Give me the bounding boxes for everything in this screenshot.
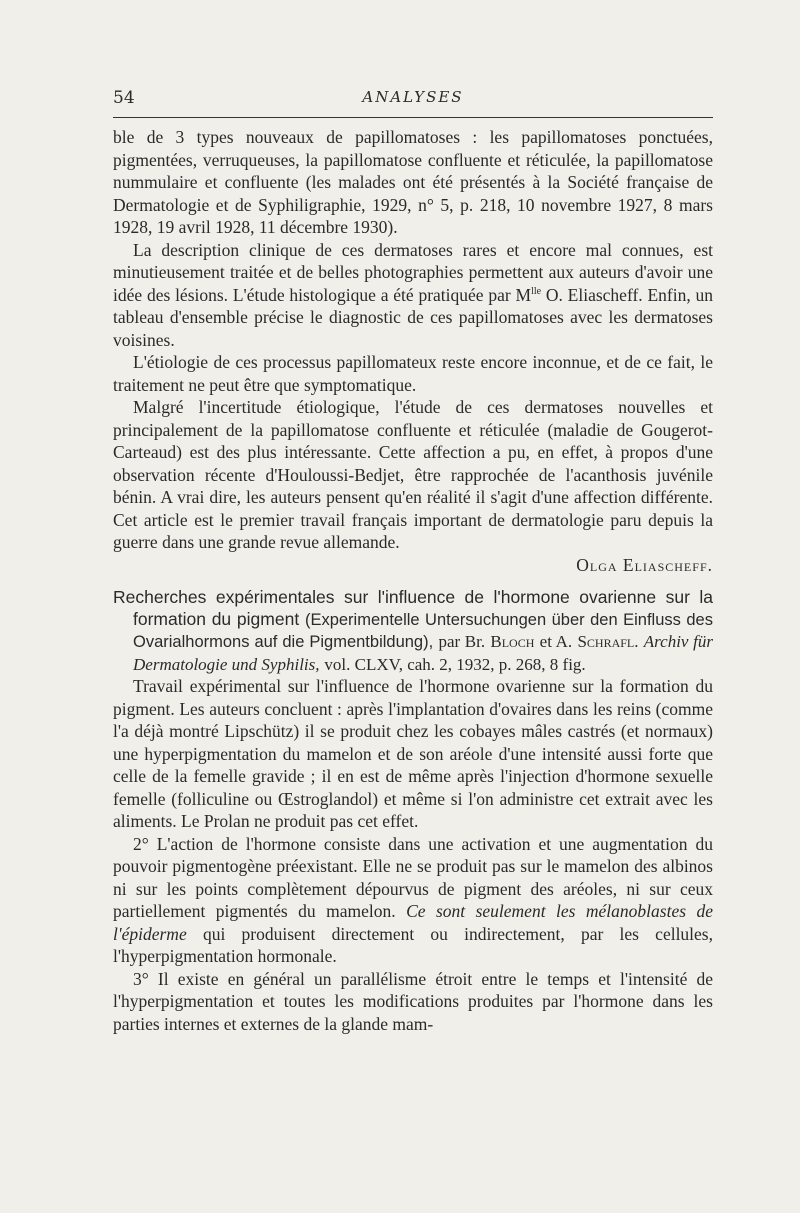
header-rule <box>113 117 713 118</box>
prev-review-paragraph-2-a: La description clinique de ces dermatoses rares et encore mal connues, est minutieusement traitée et de belles photographies permettent aux auteurs d'avoir une idée des lésions. L'étude histologique a été pratiquée par M <box>113 239 713 305</box>
prev-review-paragraph-1: ble de 3 types nouveaux de papillomatoses : les papillomatoses ponctuées, pigmentées, verruqueuses, la papillomatose confluente et réticulée, la papillomatose nummulaire et confluente (les malades ont été présentés à la Société française de Dermatologie et de Syphiligraphie, 1929, n° 5, p. 218, 10 novembre 1927, 8 mars 1928, 19 avril 1928, 11 décembre 1930). <box>113 127 713 237</box>
article-paragraph-2-b: qui produisent directement ou indirectement, par les cellules, l'hyperpigmentation hormonale. <box>113 923 713 966</box>
prev-review-paragraph-3: L'étiologie de ces processus papillomateux reste encore inconnue, et de ce fait, le traitement ne peut être que symptomatique. <box>113 352 713 395</box>
article-by: par Br. <box>438 632 486 651</box>
article-and: et A. <box>539 632 573 651</box>
article-paragraph-2-italic: Ce sont seulement les mélanoblastes de l'épiderme <box>113 901 713 944</box>
running-head: ANALYSES <box>362 88 464 106</box>
page-header <box>113 88 713 112</box>
article-paragraph-3: 3° Il existe en général un parallélisme étroit entre le temps et l'intensité de l'hyperpigmentation et toutes les modifications produites par l'hormone dans les parties internes et externes de la glande mam- <box>113 968 713 1034</box>
article-heading <box>113 587 713 675</box>
page-body <box>113 126 713 1035</box>
prev-review-paragraph-4: Malgré l'incertitude étiologique, l'étude de ces dermatoses nouvelles et principalement de la papillomatose confluente et réticulée (maladie de Gougerot-Carteaud) est des plus intéressante. Cette affection a pu, en effet, à propos d'une observation récente d'Houloussi-Bedjet, être rapprochée de l'acanthosis juvénile bénin. A vrai dire, les auteurs pensent qu'en réalité il s'agit d'une affection différente. Cet article est le premier travail français important de dermatologie paru depuis la guerre dans une grande revue allemande. <box>113 397 713 552</box>
prev-review-paragraph-2-b: O. Eliascheff. Enfin, un tableau d'ensemble précise le diagnostic de ces papillomatoses avec les dermatoses voisines. <box>113 284 713 350</box>
article-paragraph-2-a: 2° L'action de l'hormone consiste dans une activation et une augmentation du pouvoir pigmentogène préexistant. Elle ne se produit pas sur le mamelon des albinos ni sur les points complètement dépourvus de pigment des aréoles, ni sur ceux partiellement pigmentés du mamelon. <box>113 833 713 921</box>
article-paragraph-2 <box>113 833 713 968</box>
article-author-1: Bloch <box>490 632 535 651</box>
article-german-title: (Experimentelle Untersuchungen über den Einfluss des Ovarialhormons auf die Pigmentbildung), <box>133 610 713 651</box>
article-title: Recherches expérimentales sur l'influence de l'hormone ovarienne sur la formation du pigment <box>113 587 713 629</box>
article-journal: Archiv für Dermatologie und Syphilis, <box>133 632 713 674</box>
superscript-lle: lle <box>531 285 542 297</box>
article-citation: vol. CLXV, cah. 2, 1932, p. 268, 8 fig. <box>324 654 586 674</box>
article-paragraph-1: Travail expérimental sur l'influence de l'hormone ovarienne sur la formation du pigment. Les auteurs concluent : après l'implantation d'ovaires dans les reins (comme l'a déjà montré Lipschütz) il se produit chez les cobayes mâles castrés (et normaux) une hyperpigmentation du mamelon et de son aréole d'une intensité aussi forte que celle de la femelle gravide ; il en est de même après l'injection d'hormone sexuelle femelle (folliculine ou Œstroglandol) et même si l'on administre cet extrait avec les aliments. Le Prolan ne produit pas cet effet. <box>113 676 713 831</box>
page-number: 54 <box>113 88 135 108</box>
prev-review-paragraph-2 <box>113 239 713 352</box>
reviewer-signature: Olga Eliascheff. <box>576 554 713 575</box>
article-author-2: Schrafl. <box>577 632 639 651</box>
